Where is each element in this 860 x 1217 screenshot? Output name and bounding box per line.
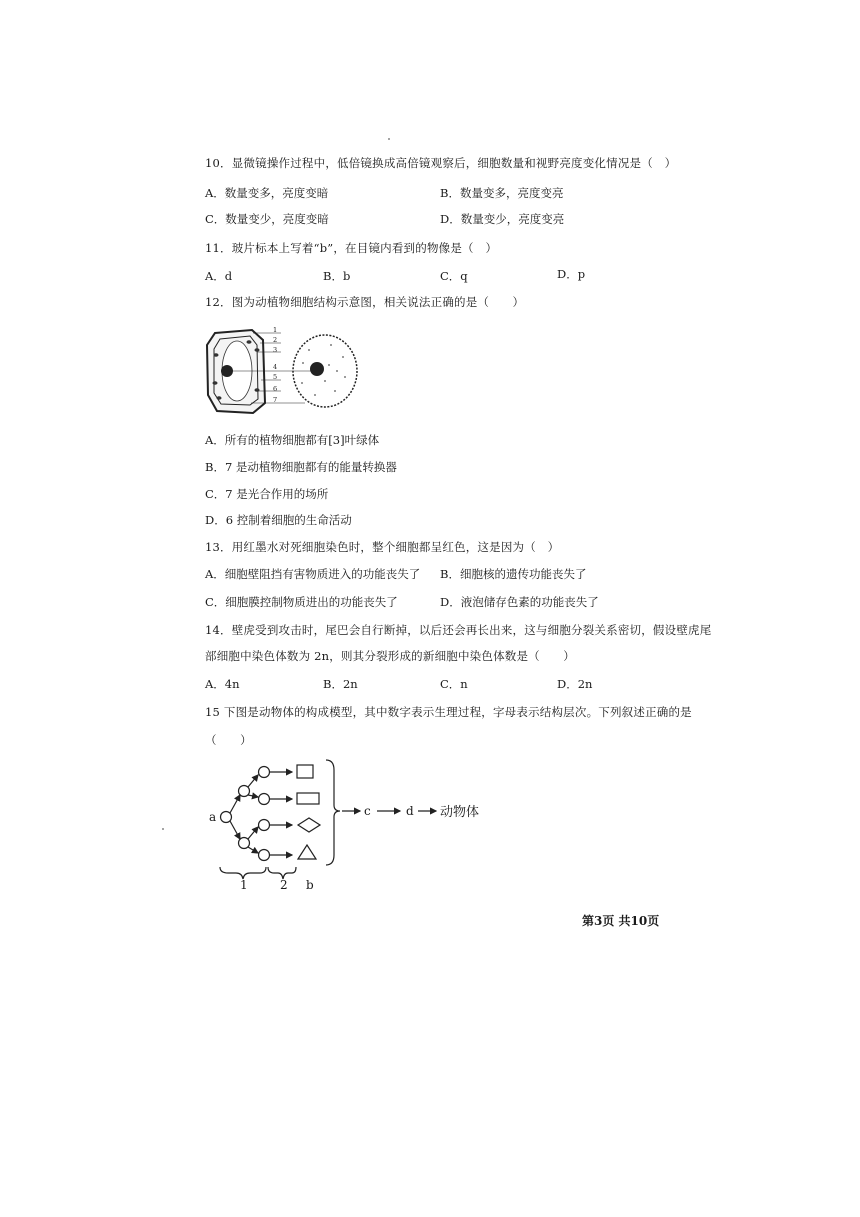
q14-option-d: D．2n xyxy=(557,677,593,691)
q11-option-a: A．d xyxy=(205,269,233,283)
label-animal-body: 动物体 xyxy=(440,805,480,820)
label-4: 4 xyxy=(273,363,278,371)
question-15-stem-line1: 15 下图是动物体的构成模型，其中数字表示生理过程，字母表示结构层次。下列叙述正确的是 xyxy=(205,705,692,719)
q12-option-a: A．所有的植物细胞都有[3]叶绿体 xyxy=(205,433,380,447)
q13-option-d: D．液泡储存色素的功能丧失了 xyxy=(440,595,599,609)
label-c: c xyxy=(364,804,371,818)
q10-option-d: D．数量变少，亮度变亮 xyxy=(440,212,565,226)
question-13-stem: 13．用红墨水对死细胞染色时，整个细胞都呈红色，这是因为（ ） xyxy=(205,540,560,554)
q12-option-b: B．7 是动植物细胞都有的能量转换器 xyxy=(205,460,397,474)
label-1: 1 xyxy=(273,326,278,334)
label-5: 5 xyxy=(273,373,278,381)
page-number-footer: 第3页 共10页 xyxy=(582,914,660,928)
label-d: d xyxy=(406,804,414,818)
q12-option-d: D．6 控制着细胞的生命活动 xyxy=(205,513,352,527)
q11-option-d: D．p xyxy=(557,267,586,281)
cell-structure-diagram xyxy=(205,325,365,420)
animal-nucleus xyxy=(310,362,324,376)
q10-option-b: B．数量变多，亮度变亮 xyxy=(440,186,564,200)
q10-option-a: A．数量变多，亮度变暗 xyxy=(205,186,329,200)
q14-option-c: C．n xyxy=(440,677,468,691)
question-14-stem-line2: 部细胞中染色体数为 2n，则其分裂形成的新细胞中染色体数是（ ） xyxy=(205,649,575,663)
label-b: b xyxy=(306,878,314,890)
label-2: 2 xyxy=(280,878,288,890)
label-3: 3 xyxy=(273,346,278,354)
q14-option-b: B．2n xyxy=(323,677,358,691)
scan-speck xyxy=(388,138,390,140)
question-11-stem: 11．玻片标本上写着“b”，在目镜内看到的物像是（ ） xyxy=(205,241,498,255)
q10-option-c: C．数量变少，亮度变暗 xyxy=(205,212,329,226)
label-6: 6 xyxy=(273,385,278,393)
q13-option-a: A．细胞壁阻挡有害物质进入的功能丧失了 xyxy=(205,567,421,581)
q12-option-c: C．7 是光合作用的场所 xyxy=(205,487,329,501)
question-15-stem-line2: （ ） xyxy=(205,733,252,747)
label-2: 2 xyxy=(273,336,278,344)
label-1: 1 xyxy=(240,878,248,890)
animal-body-structure-diagram xyxy=(200,755,500,890)
question-14-stem-line1: 14．壁虎受到攻击时，尾巴会自行断掉，以后还会再长出来，这与细胞分裂关系密切，假设壁虎尾 xyxy=(205,623,712,637)
plant-nucleus xyxy=(221,365,233,377)
label-a: a xyxy=(209,810,217,824)
q13-option-c: C．细胞膜控制物质进出的功能丧失了 xyxy=(205,595,398,609)
q14-option-a: A．4n xyxy=(205,677,240,691)
q11-option-b: B．b xyxy=(323,269,351,283)
question-12-stem: 12．图为动植物细胞结构示意图，相关说法正确的是（ ） xyxy=(205,295,525,309)
label-7: 7 xyxy=(273,396,278,404)
question-10-stem: 10．显微镜操作过程中，低倍镜换成高倍镜观察后，细胞数量和视野亮度变化情况是（ ） xyxy=(205,156,677,170)
scan-speck xyxy=(162,828,164,830)
q11-option-c: C．q xyxy=(440,269,468,283)
q13-option-b: B．细胞核的遗传功能丧失了 xyxy=(440,567,587,581)
